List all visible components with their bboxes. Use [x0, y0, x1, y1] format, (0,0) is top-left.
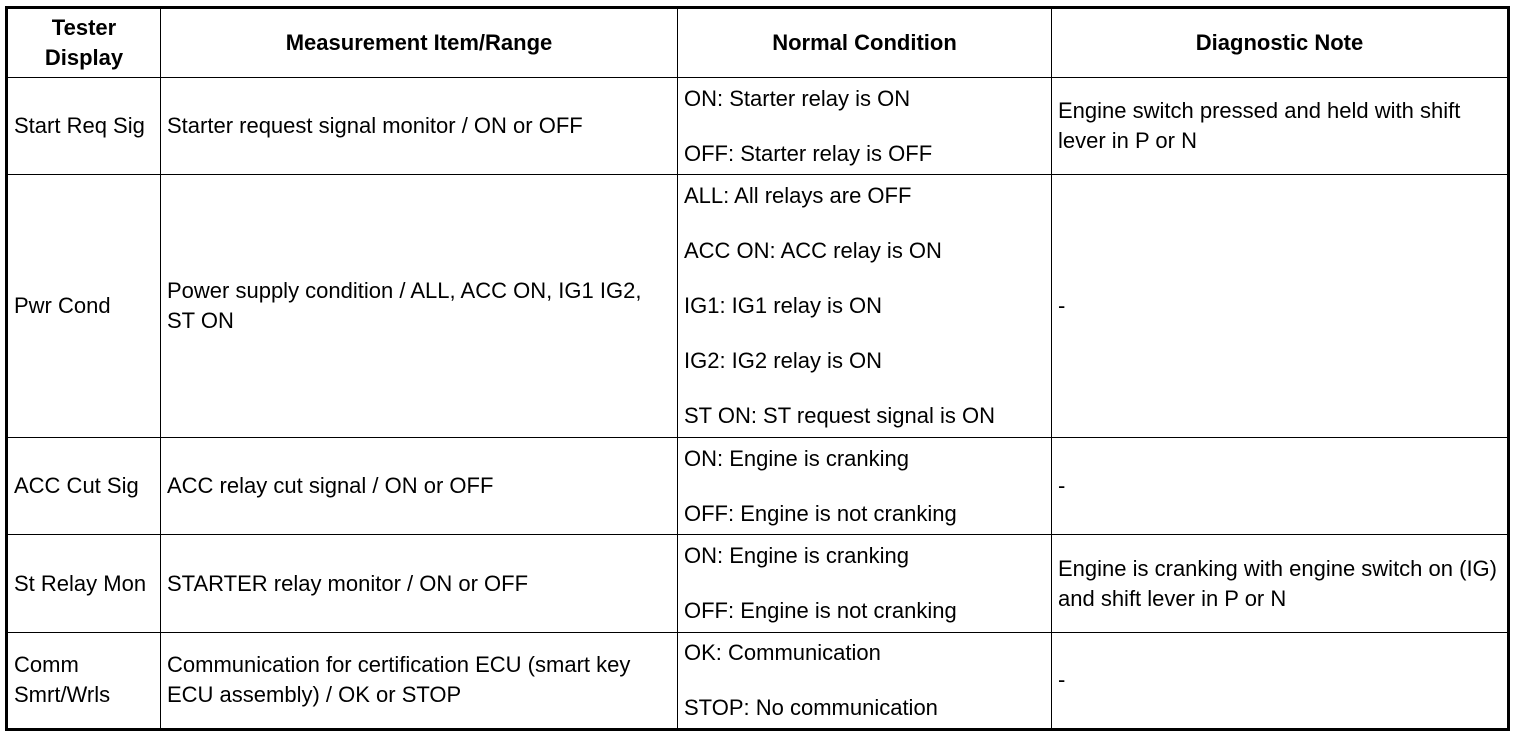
normal-condition-cell	[678, 175, 1052, 438]
condition-line: ST ON: ST request signal is ON	[684, 403, 995, 429]
header-diagnostic-note: Diagnostic Note	[1052, 8, 1509, 78]
tester-display-cell: ACC Cut Sig	[7, 438, 161, 535]
measurement-cell: ACC relay cut signal / ON or OFF	[161, 438, 678, 535]
condition-line: ON: Engine is cranking	[684, 543, 909, 569]
normal-condition-cell	[678, 438, 1052, 535]
header-measurement: Measurement Item/Range	[161, 8, 678, 78]
header-normal-condition: Normal Condition	[678, 8, 1052, 78]
header-row	[7, 8, 1509, 78]
diagnostic-table	[5, 6, 1510, 731]
normal-condition-cell	[678, 632, 1052, 729]
tester-display-cell: Comm Smrt/Wrls	[7, 632, 161, 729]
diagnostic-note-cell: Engine is cranking with engine switch on (IG) and shift lever in P or N	[1052, 535, 1509, 632]
condition-line: ACC ON: ACC relay is ON	[684, 238, 942, 264]
diagnostic-note-cell: -	[1052, 438, 1509, 535]
diagnostic-note-cell: Engine switch pressed and held with shift lever in P or N	[1052, 78, 1509, 175]
table-row	[7, 175, 1509, 438]
measurement-cell: STARTER relay monitor / ON or OFF	[161, 535, 678, 632]
condition-line: OK: Communication	[684, 639, 881, 665]
condition-line: IG2: IG2 relay is ON	[684, 348, 883, 374]
condition-line: OFF: Engine is not cranking	[684, 598, 957, 624]
condition-line: OFF: Starter relay is OFF	[684, 140, 933, 166]
table-row	[7, 438, 1509, 535]
table-row	[7, 632, 1509, 729]
header-tester-display: Tester Display	[7, 8, 161, 78]
measurement-cell: Communication for certification ECU (smart key ECU assembly) / OK or STOP	[161, 632, 678, 729]
tester-display-cell: Start Req Sig	[7, 78, 161, 175]
tester-display-cell: St Relay Mon	[7, 535, 161, 632]
table-row	[7, 78, 1509, 175]
condition-line: ON: Engine is cranking	[684, 445, 909, 471]
condition-line: IG1: IG1 relay is ON	[684, 293, 883, 319]
condition-line: STOP: No communication	[684, 694, 938, 720]
measurement-cell: Starter request signal monitor / ON or OFF	[161, 78, 678, 175]
tester-display-cell: Pwr Cond	[7, 175, 161, 438]
condition-line: OFF: Engine is not cranking	[684, 500, 957, 526]
table-row	[7, 535, 1509, 632]
normal-condition-cell	[678, 535, 1052, 632]
condition-line: ON: Starter relay is ON	[684, 85, 911, 111]
normal-condition-cell	[678, 78, 1052, 175]
diagnostic-note-cell: -	[1052, 632, 1509, 729]
condition-line: ALL: All relays are OFF	[684, 183, 912, 209]
diagnostic-note-cell: -	[1052, 175, 1509, 438]
measurement-cell: Power supply condition / ALL, ACC ON, IG1 IG2, ST ON	[161, 175, 678, 438]
